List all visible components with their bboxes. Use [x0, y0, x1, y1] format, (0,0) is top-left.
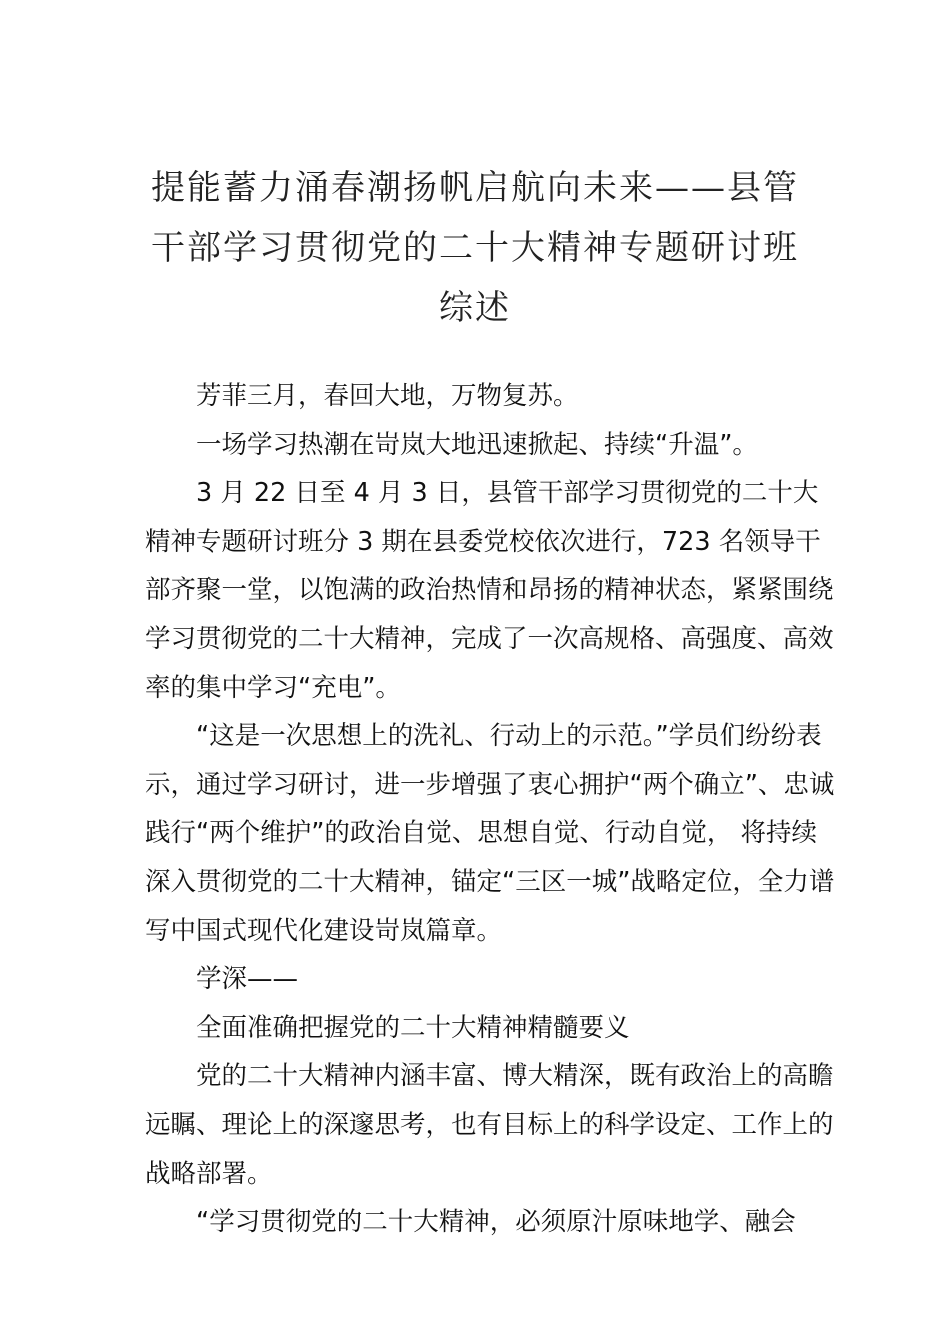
- paragraph-student-feedback: “这是一次思想上的洗礼、行动上的示范。”学员们纷纷表示，通过学习研讨，进一步增强了衷心拥护“两个确立”、忠诚践行“两个维护”的政治自觉、思想自觉、行动自觉， 将持续深入贯彻党的二十大精神，锚定“三区一城”战略定位，全力谱写中国式现代化建设岢岚篇章。: [145, 721, 835, 946]
- paragraph-study-wave: 一场学习热潮在岢岚大地迅速掀起、持续“升温”。: [196, 429, 758, 460]
- section-subheading: 全面准确把握党的二十大精神精髓要义: [196, 1012, 630, 1043]
- paragraph-training-overview: 3 月 22 日至 4 月 3 日，县管干部学习贯彻党的二十大精神专题研讨班分 3 期在县委党校依次进行，723 名领导干部齐聚一堂，以饱满的政治热情和昂扬的精神状态，紧紧围绕学习贯彻党的二十大精神，完成了一次高规格、高强度、高效率的集中学习“充电”。: [145, 478, 834, 703]
- document-body: [145, 372, 835, 1247]
- title-line-2: 干部学习贯彻党的二十大精神专题研讨班: [151, 228, 799, 268]
- document-title: [150, 158, 800, 338]
- paragraph-quote-start: “学习贯彻党的二十大精神，必须原汁原味地学、融会: [196, 1207, 796, 1238]
- title-line-3: 综述: [439, 288, 511, 328]
- section-heading-xueshen: 学深——: [196, 964, 299, 995]
- paragraph-opening: 芳菲三月，春回大地，万物复苏。: [196, 381, 579, 411]
- title-line-1: 提能蓄力涌春潮扬帆启航向未来——县管: [151, 168, 799, 208]
- paragraph-spirit-content: 党的二十大精神内涵丰富、博大精深，既有政治上的高瞻远瞩、理论上的深邃思考，也有目标上的科学设定、工作上的战略部署。: [145, 1061, 834, 1189]
